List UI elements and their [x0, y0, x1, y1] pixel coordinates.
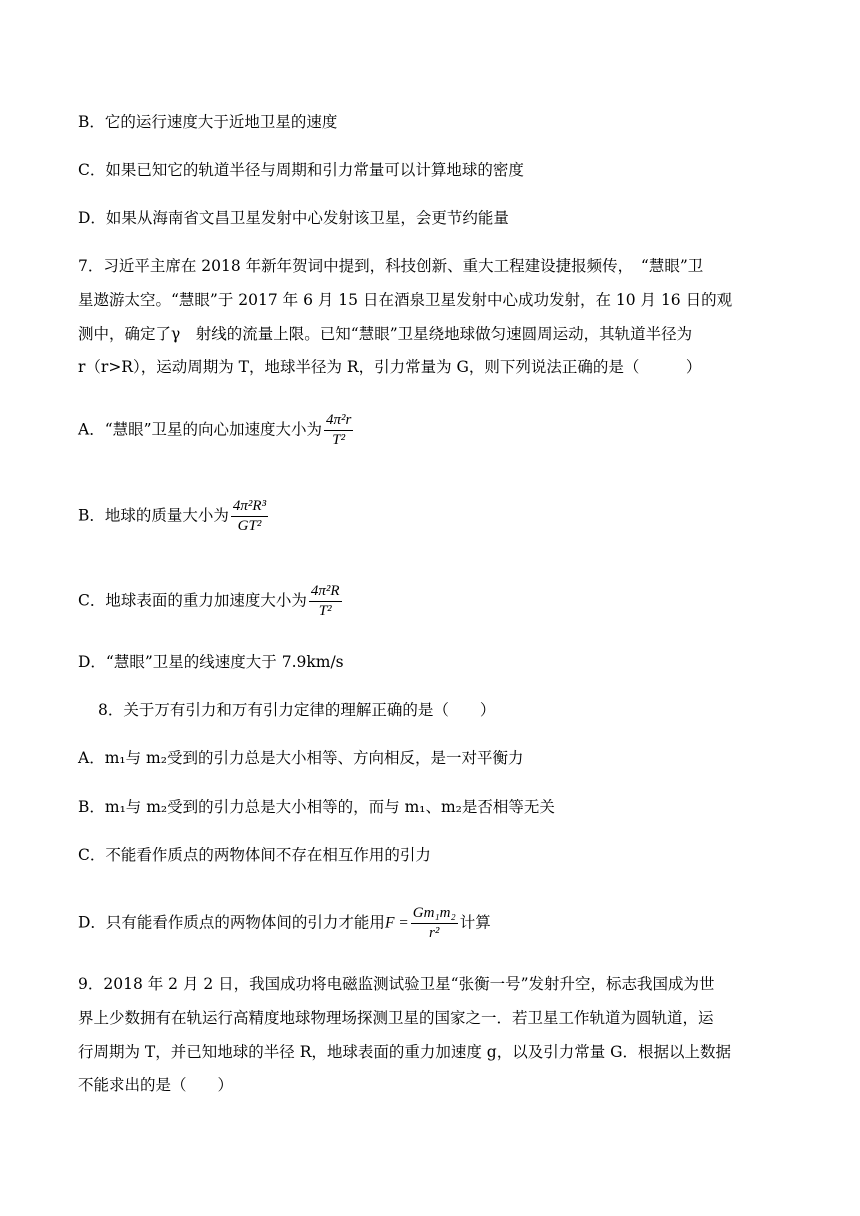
q8-option-c: C．不能看作质点的两物体间不存在相互作用的引力	[78, 846, 431, 864]
fraction-denominator: T²	[332, 432, 346, 448]
q7-option-a-text: A．“慧眼”卫星的向心加速度大小为	[78, 420, 323, 439]
q7-option-c-text: C．地球表面的重力加速度大小为	[78, 591, 307, 610]
q8-option-d-suffix: 计算	[459, 913, 491, 932]
q8-stem: 8．关于万有引力和万有引力定律的理解正确的是（ ）	[98, 701, 496, 719]
q9-stem-line-1: 9．2018 年 2 月 2 日，我国成功将电磁监测试验卫星“张衡一号”发射升空，标志我国成为世	[78, 975, 715, 993]
q9-stem-line-2: 界上少数拥有在轨运行高精度地球物理场探测卫星的国家之一．若卫星工作轨道为圆轨道，运	[78, 1009, 714, 1027]
fraction-denominator: GT²	[237, 518, 262, 534]
q7-option-a	[78, 412, 790, 449]
fraction-numerator: 4π²R	[309, 583, 342, 602]
fraction-numerator: Gm₁m₂	[411, 905, 458, 924]
q9-stem-line-4: 不能求出的是（ ）	[78, 1076, 234, 1094]
fraction-numerator: 4π²R³	[231, 498, 268, 517]
q7-option-b-text: B．地球的质量大小为	[78, 506, 229, 525]
q7-option-a-fraction	[324, 412, 353, 449]
fraction-numerator: 4π²r	[324, 412, 353, 431]
q8-option-b: B．m₁与 m₂受到的引力总是大小相等的，而与 m₁、m₂是否相等无关	[78, 798, 555, 816]
q7-option-b-fraction	[231, 498, 268, 535]
fraction-denominator: r²	[429, 925, 440, 941]
q7-option-c-fraction	[309, 583, 342, 620]
q8-option-d-text: D．只有能看作质点的两物体间的引力才能用	[78, 913, 385, 932]
q7-stem-line-3: 测中，确定了γ 射线的流量上限。已知“慧眼”卫星绕地球做匀速圆周运动，其轨道半径为	[78, 325, 693, 343]
q9-stem-line-3: 行周期为 T，并已知地球的半径 R，地球表面的重力加速度 g，以及引力常量 G．根据以上数据	[78, 1043, 732, 1061]
formula-lhs: F =	[384, 914, 409, 932]
q6-option-b: B．它的运行速度大于近地卫星的速度	[78, 113, 338, 131]
fraction-denominator: T²	[318, 603, 332, 619]
q6-option-c: C．如果已知它的轨道半径与周期和引力常量可以计算地球的密度	[78, 161, 524, 179]
q8-option-a: A．m₁与 m₂受到的引力总是大小相等、方向相反，是一对平衡力	[78, 749, 524, 767]
q7-option-d: D．“慧眼”卫星的线速度大于 7.9km/s	[78, 653, 344, 671]
q6-option-d: D．如果从海南省文昌卫星发射中心发射该卫星，会更节约能量	[78, 209, 509, 227]
q8-option-d	[78, 905, 790, 942]
q8-option-d-fraction	[411, 905, 458, 942]
q7-stem-line-1: 7．习近平主席在 2018 年新年贺词中提到，科技创新、重大工程建设捷报频传， “慧眼”卫	[78, 257, 704, 275]
q7-option-c	[78, 583, 790, 620]
q7-stem-line-2: 星遨游太空。“慧眼”于 2017 年 6 月 15 日在酒泉卫星发射中心成功发射，在 10 月 16 日的观	[78, 291, 733, 309]
q7-stem-line-4: r（r>R），运动周期为 T，地球半径为 R，引力常量为 G，则下列说法正确的是（ ）	[78, 358, 702, 376]
q7-option-b	[78, 498, 790, 535]
